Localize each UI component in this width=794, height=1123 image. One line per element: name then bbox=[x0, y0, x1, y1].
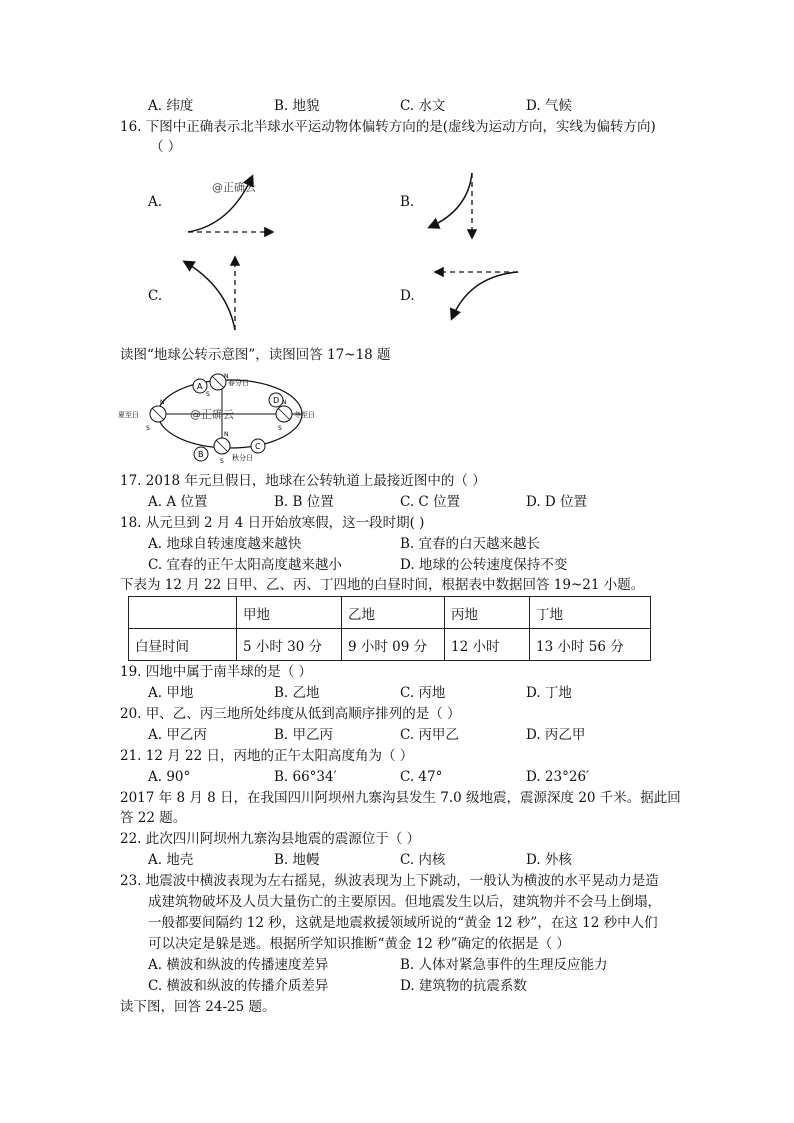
intro-24-25: 读下图，回答 24-25 题。 bbox=[120, 999, 276, 1015]
q16-stem: 16. 下图中正确表示北半球水平运动物体偏转方向的是(虚线为运动方向，实线为偏转方向) bbox=[120, 119, 656, 135]
q18-stem: 18. 从元旦到 2 月 4 日开始放寒假，这一段时期( ) bbox=[120, 515, 425, 531]
winter-solstice-label: 冬至日 bbox=[294, 411, 315, 419]
s-label-autumn: S bbox=[220, 458, 224, 465]
q15-option-b: B. 地貌 bbox=[274, 98, 320, 114]
q21-option-c: C. 47° bbox=[400, 769, 443, 785]
earth-summer bbox=[150, 406, 166, 422]
table-header-cell: 甲地 bbox=[237, 597, 342, 629]
q16-option-b: B. bbox=[400, 194, 415, 210]
earth-autumn bbox=[214, 438, 230, 454]
table-row bbox=[129, 629, 651, 661]
q19-stem: 19. 四地中属于南半球的是（ ） bbox=[120, 664, 313, 680]
s-label-spring: S bbox=[206, 391, 210, 398]
q15-option-d: D. 气候 bbox=[526, 98, 572, 114]
deflection-diagram-a bbox=[180, 165, 290, 245]
q20-option-a: A. 甲乙丙 bbox=[148, 727, 207, 743]
position-b-label: B bbox=[198, 450, 204, 459]
q21-stem: 21. 12 月 22 日，丙地的正午太阳高度角为（ ） bbox=[120, 748, 414, 764]
table-header-cell: 丙地 bbox=[445, 597, 530, 629]
table-cell: 5 小时 30 分 bbox=[237, 629, 342, 661]
q18-option-d: D. 地球的公转速度保持不变 bbox=[400, 557, 568, 573]
q19-option-d: D. 丁地 bbox=[526, 685, 572, 701]
q20-option-c: C. 丙甲乙 bbox=[400, 727, 459, 743]
s-label-winter: S bbox=[278, 425, 282, 432]
intro-19-21: 下表为 12 月 22 日甲、乙、丙、丁四地的白昼时间，根据表中数据回答 19~21 小题。 bbox=[120, 577, 645, 593]
q17-stem: 17. 2018 年元旦假日，地球在公转轨道上最接近图中的（ ） bbox=[120, 473, 486, 489]
earth-orbit-diagram bbox=[118, 372, 328, 468]
q22-option-a: A. 地壳 bbox=[148, 852, 194, 868]
q16-option-a: A. bbox=[148, 194, 163, 210]
q20-option-b: B. 甲乙丙 bbox=[274, 727, 334, 743]
table-header-cell bbox=[129, 597, 237, 629]
table-cell: 12 小时 bbox=[445, 629, 530, 661]
earth-winter bbox=[276, 406, 292, 422]
table-cell: 13 小时 56 分 bbox=[530, 629, 651, 661]
q22-option-d: D. 外核 bbox=[526, 852, 572, 868]
autumn-equinox-label: 秋分日 bbox=[232, 454, 253, 462]
daylight-table bbox=[128, 596, 651, 661]
table-cell: 白昼时间 bbox=[129, 629, 237, 661]
q23-option-d: D. 建筑物的抗震系数 bbox=[400, 978, 527, 994]
q23-stem-line1: 23. 地震波中横波表现为左右摇晃，纵波表现为上下跳动，一般认为横波的水平晃动力是造 bbox=[120, 873, 659, 889]
q16-option-d: D. bbox=[400, 288, 415, 304]
q20-option-d: D. 丙乙甲 bbox=[526, 727, 586, 743]
deflection-diagram-b bbox=[420, 165, 490, 245]
watermark-text: @正确云 bbox=[190, 408, 234, 421]
q17-option-a: A. A 位置 bbox=[148, 494, 208, 510]
q19-option-c: C. 丙地 bbox=[400, 685, 446, 701]
q17-option-d: D. D 位置 bbox=[526, 494, 588, 510]
q23-option-b: B. 人体对紧急事件的生理反应能力 bbox=[400, 957, 608, 973]
q19-option-a: A. 甲地 bbox=[148, 685, 194, 701]
q21-option-d: D. 23°26′ bbox=[526, 769, 590, 785]
q21-option-b: B. 66°34′ bbox=[274, 769, 337, 785]
intro-22-cont: 答 22 题。 bbox=[120, 810, 187, 826]
q21-option-a: A. 90° bbox=[148, 769, 191, 785]
position-d-label: D bbox=[273, 396, 280, 405]
n-label-summer: N bbox=[160, 399, 165, 406]
position-a-label: A bbox=[197, 382, 203, 391]
q18-option-c: C. 宜春的正午太阳高度越来越小 bbox=[148, 557, 342, 573]
n-label-spring: N bbox=[224, 373, 229, 380]
deflection-diagram-d bbox=[430, 262, 530, 327]
watermark-text: @正确云 bbox=[212, 181, 256, 194]
q17-option-b: B. B 位置 bbox=[274, 494, 334, 510]
q22-option-b: B. 地幔 bbox=[274, 852, 320, 868]
n-label-autumn: N bbox=[224, 431, 229, 438]
position-c-label: C bbox=[255, 442, 261, 451]
q23-stem-line3: 一般都要间隔约 12 秒，这就是地震救援领域所说的“黄金 12 秒”，在这 12 秒中人们 bbox=[148, 915, 658, 931]
table-cell: 9 小时 09 分 bbox=[342, 629, 445, 661]
intro-22: 2017 年 8 月 8 日，在我国四川阿坝州九寨沟县发生 7.0 级地震，震源深度 20 千米。据此回 bbox=[120, 790, 681, 806]
table-header-cell: 乙地 bbox=[342, 597, 445, 629]
summer-solstice-label: 夏至日 bbox=[118, 411, 139, 419]
deflection-diagram-c bbox=[175, 252, 255, 337]
q23-option-c: C. 横波和纵波的传播介质差异 bbox=[148, 978, 329, 994]
q23-stem-line2: 成建筑物破坏及人员大量伤亡的主要原因。但地震发生以后，建筑物并不会马上倒塌， bbox=[148, 894, 661, 910]
q16-option-c: C. bbox=[148, 288, 163, 304]
table-header-cell: 丁地 bbox=[530, 597, 651, 629]
intro-17-18: 读图“地球公转示意图”，读图回答 17~18 题 bbox=[120, 347, 391, 363]
q18-option-b: B. 宜春的白天越来越长 bbox=[400, 536, 541, 552]
q17-option-c: C. C 位置 bbox=[400, 494, 461, 510]
table-header-row bbox=[129, 597, 651, 629]
q22-stem: 22. 此次四川阿坝州九寨沟县地震的震源位于（ ） bbox=[120, 831, 421, 847]
q18-option-a: A. 地球自转速度越来越快 bbox=[148, 536, 302, 552]
n-label-winter: N bbox=[282, 399, 287, 406]
q19-option-b: B. 乙地 bbox=[274, 685, 320, 701]
s-label-summer: S bbox=[146, 425, 150, 432]
q22-option-c: C. 内核 bbox=[400, 852, 446, 868]
q16-stem-paren: （ ） bbox=[150, 139, 182, 155]
q23-stem-line4: 可以决定是躲是逃。根据所学知识推断“黄金 12 秒”确定的依据是（ ） bbox=[148, 936, 570, 952]
q20-stem: 20. 甲、乙、丙三地所处纬度从低到高顺序排列的是（ ） bbox=[120, 706, 461, 722]
q15-option-c: C. 水文 bbox=[400, 98, 446, 114]
q15-option-a: A. 纬度 bbox=[148, 98, 194, 114]
spring-equinox-label: 春分日 bbox=[228, 379, 249, 387]
q23-option-a: A. 横波和纵波的传播速度差异 bbox=[148, 957, 329, 973]
